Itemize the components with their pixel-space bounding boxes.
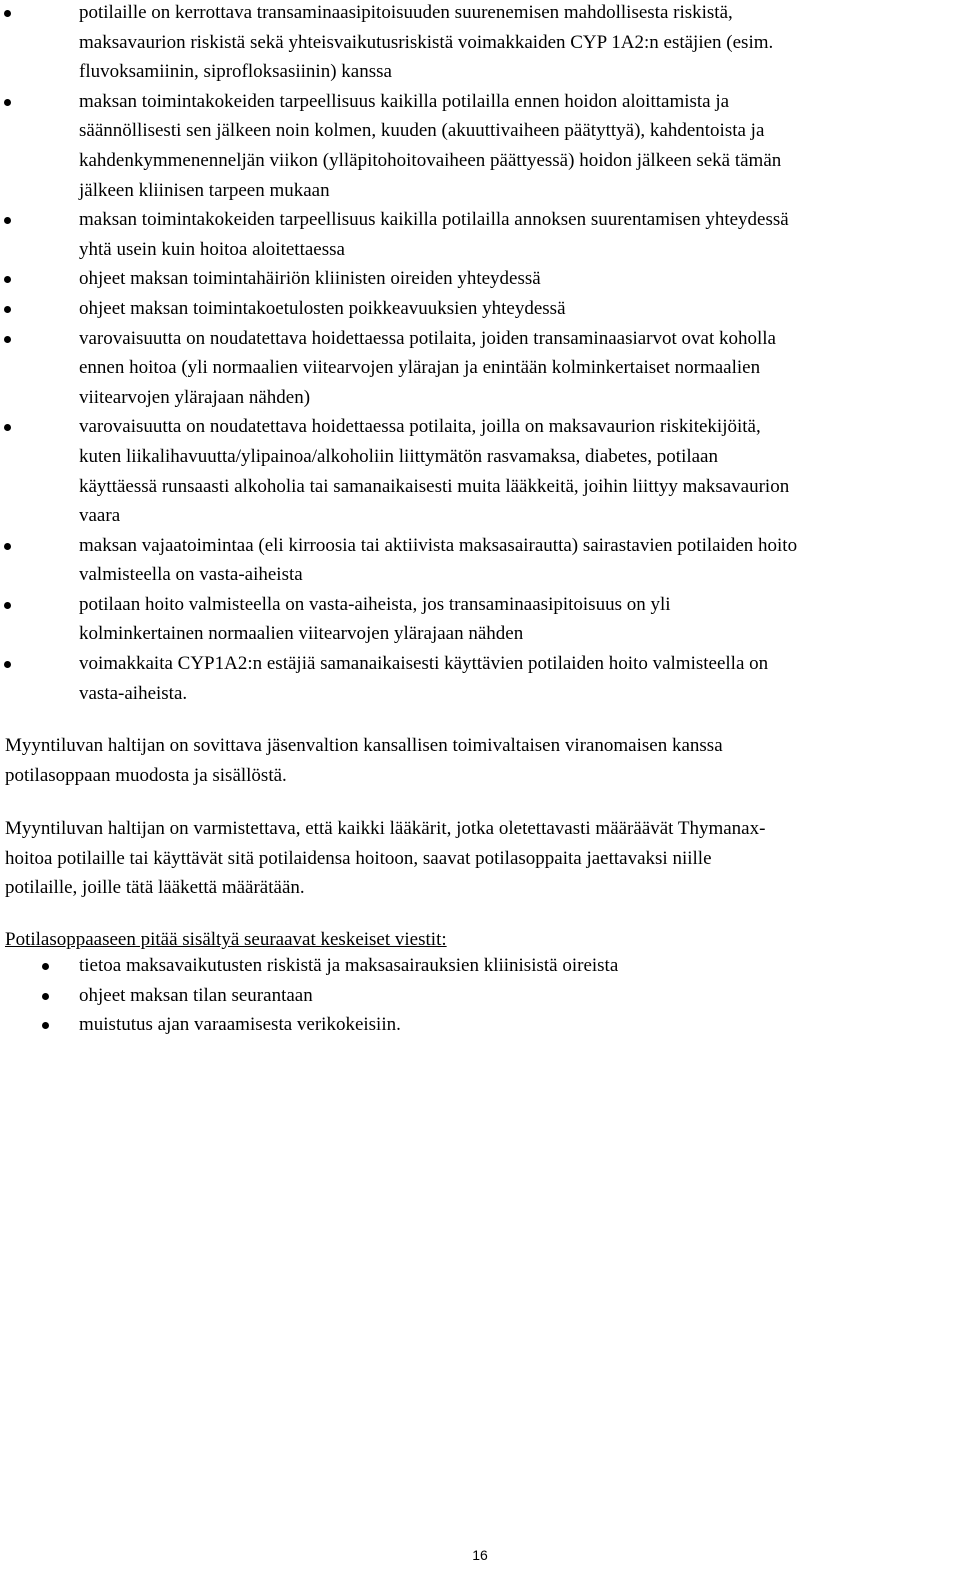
bullet-icon [4,602,11,609]
list-item-line: ohjeet maksan toimintakoetulosten poikkeavuuksien yhteydessä [79,297,566,319]
list-item [0,951,960,981]
list-item [0,324,960,413]
list-item-line: vasta-aiheista. [79,682,188,704]
bullet-icon [42,1022,49,1029]
list-item [0,264,960,294]
bullet-icon [4,543,11,550]
list-item [0,205,960,264]
list-item-line: muistutus ajan varaamisesta verikokeisiin. [79,1014,401,1036]
list-item-line: maksavaurion riskistä sekä yhteisvaikutusriskistä voimakkaiden CYP 1A2:n estäjien (esim. [79,31,774,53]
paragraph-line: Myyntiluvan haltijan on sovittava jäsenvaltion kansallisen toimivaltaisen viranomaisen kanssa [5,735,723,756]
list-item-line: potilaille on kerrottava transaminaasipitoisuuden suurenemisen mahdollisesta riskistä, [79,2,733,23]
paragraph-distribution [5,814,940,903]
bullet-icon [42,963,49,970]
paragraph-line: potilaille, joille tätä lääkettä määrätään. [5,877,305,899]
list-item-line: kahdenkymmenenneljän viikon (ylläpitohoitovaiheen päättyessä) hoidon jälkeen sekä tämän [79,149,782,171]
list-item-line: ohjeet maksan tilan seurantaan [79,984,313,1006]
key-messages-heading: Potilasoppaaseen pitää sisältyä seuraavat keskeiset viestit: [5,929,447,950]
list-item [0,590,960,649]
list-item-line: käyttäessä runsaasti alkoholia tai samanaikaisesti muita lääkkeitä, joihin liittyy maksavaurion [79,475,790,497]
list-item-line: maksan vajaatoimintaa (eli kirroosia tai aktiivista maksasairautta) sairastavien potilaiden hoito [79,534,798,556]
bullet-icon [42,993,49,1000]
bullet-icon [4,336,11,343]
list-item [0,981,960,1011]
list-item [0,87,960,205]
list-item-line: kuten liikalihavuutta/ylipainoa/alkoholiin liittymätön rasvamaksa, diabetes, potilaan [79,445,718,467]
list-item-line: maksan toimintakokeiden tarpeellisuus kaikilla potilailla ennen hoidon aloittamista ja [79,90,730,112]
bullet-icon [4,217,11,224]
list-item-line: ohjeet maksan toimintahäiriön kliinisten oireiden yhteydessä [79,268,541,290]
bullet-icon [4,10,11,17]
list-item-line: jälkeen kliinisen tarpeen mukaan [79,179,330,201]
list-item [0,649,960,708]
bullet-icon [4,306,11,313]
list-item [0,531,960,590]
paragraph-line: potilasoppaan muodosta ja sisällöstä. [5,764,287,786]
list-item-line: varovaisuutta on noudatettava hoidettaessa potilaita, joilla on maksavaurion riskitekijöitä, [79,416,761,438]
list-item-line: potilaan hoito valmisteella on vasta-aiheista, jos transaminaasipitoisuus on yli [79,593,671,615]
list-item-line: fluvoksamiinin, siprofloksasiinin) kanssa [79,61,392,83]
list-item-line: vaara [79,505,121,527]
paragraph-agreement [5,731,940,790]
paragraph-line: hoitoa potilaille tai käyttävät sitä potilaidensa hoitoon, saavat potilasoppaita jaettavaksi niille [5,847,712,869]
list-item [0,0,960,87]
bullet-icon [4,99,11,106]
monitoring-bullet-list [0,0,960,708]
list-item [0,294,960,324]
page-number: 16 [472,1547,488,1563]
list-item [0,412,960,530]
list-item-line: tietoa maksavaikutusten riskistä ja maksasairauksien kliinisistä oireista [79,955,619,976]
paragraph-line: Myyntiluvan haltijan on varmistettava, että kaikki lääkärit, jotka oletettavasti määräävät Thymanax- [5,818,766,839]
list-item-line: viitearvojen ylärajaan nähden) [79,386,311,408]
bullet-icon [4,424,11,431]
list-item-line: maksan toimintakokeiden tarpeellisuus kaikilla potilailla annoksen suurentamisen yhteydessä [79,209,789,231]
list-item-line: varovaisuutta on noudatettava hoidettaessa potilaita, joiden transaminaasiarvot ovat koholla [79,327,776,349]
bullet-icon [4,661,11,668]
list-item [0,1010,960,1040]
bullet-icon [4,276,11,283]
list-item-line: kolminkertainen normaalien viitearvojen ylärajaan nähden [79,623,524,645]
list-item-line: yhtä usein kuin hoitoa aloitettaessa [79,238,345,260]
list-item-line: ennen hoitoa (yli normaalien viitearvojen ylärajan ja enintään kolminkertaiset normaalien [79,357,761,379]
key-messages-bullet-list [0,951,960,1040]
list-item-line: säännöllisesti sen jälkeen noin kolmen, kuuden (akuuttivaiheen päätyttyä), kahdentoista ja [79,120,765,142]
list-item-line: valmisteella on vasta-aiheista [79,564,303,586]
list-item-line: voimakkaita CYP1A2:n estäjiä samanaikaisesti käyttävien potilaiden hoito valmisteella on [79,653,769,675]
